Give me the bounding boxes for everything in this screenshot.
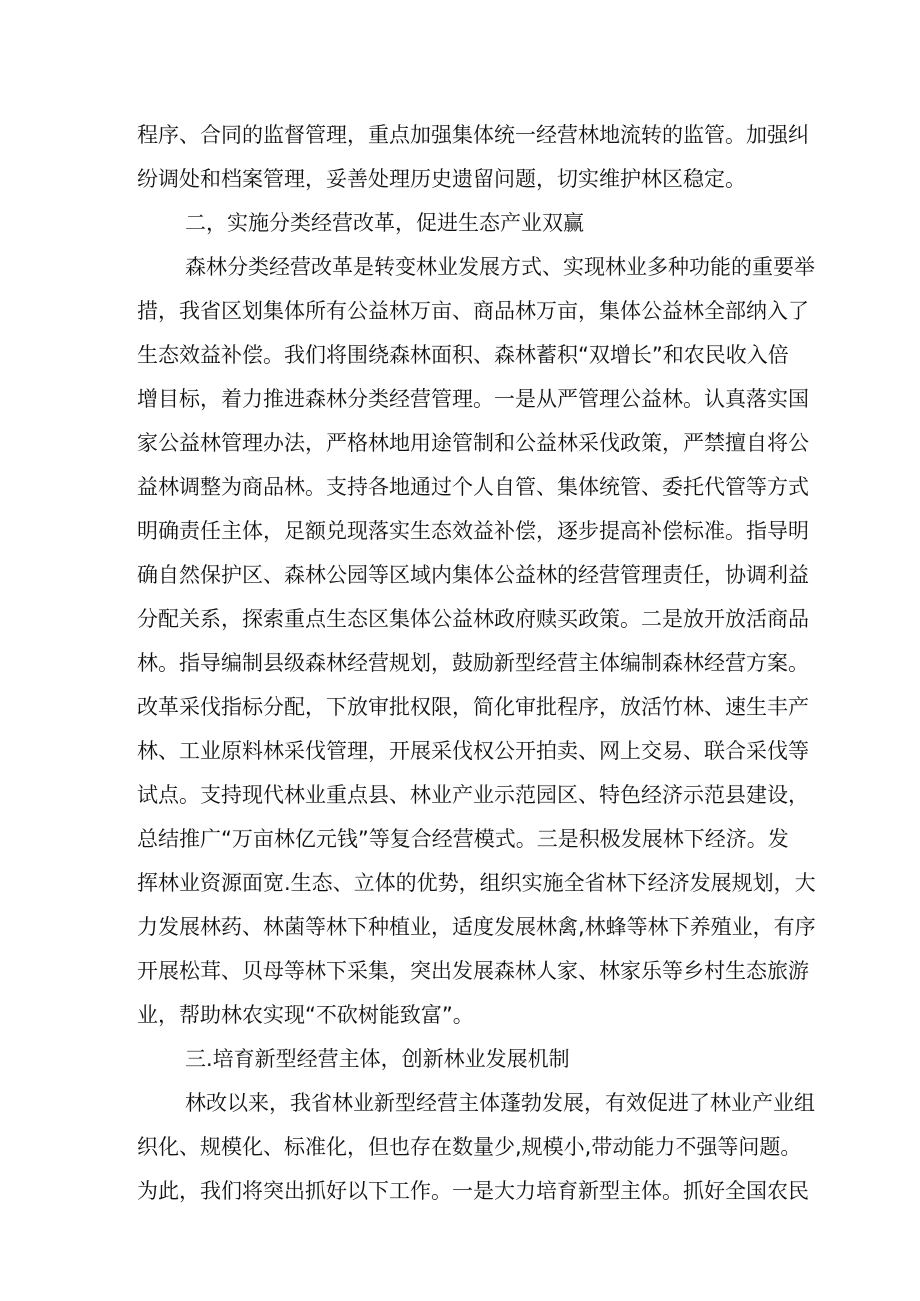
body-line: 益林调整为商品林。支持各地通过个人自管、集体统管、委托代管等方式	[137, 475, 809, 499]
body-line: 改革采伐指标分配，下放审批权限，简化审批程序，放活竹林、速生丰产	[137, 695, 809, 719]
body-line: 确自然保护区、森林公园等区域内集体公益林的经营管理责任，协调利益	[137, 563, 809, 587]
body-line: 增目标，着力推进森林分类经营管理。一是从严管理公益林。认真落实国	[137, 387, 809, 411]
paragraph-first-line: 林改以来，我省林业新型经营主体蓬勃发展，有效促进了林业产业组	[185, 1091, 815, 1115]
body-line: 措，我省区划集体所有公益林万亩、商品林万亩，集体公益林全部纳入了	[137, 299, 809, 323]
body-line: 总结推广“万亩林亿元钱”等复合经营模式。三是积极发展林下经济。发	[137, 827, 789, 851]
body-line: 挥林业资源面宽.生态、立体的优势，组织实施全省林下经济发展规划，大	[137, 871, 816, 895]
body-line: 明确责任主体，足额兑现落实生态效益补偿，逐步提高补偿标准。指导明	[137, 519, 809, 543]
body-line: 力发展林药、林菌等林下种植业，适度发展林禽,林蜂等林下养殖业，有序	[137, 915, 816, 939]
body-line: 业，帮助林农实现“不砍树能致富”。	[137, 1003, 474, 1027]
body-line: 试点。支持现代林业重点县、林业产业示范园区、特色经济示范县建设，	[137, 783, 809, 807]
body-line: 开展松茸、贝母等林下采集，突出发展森林人家、林家乐等乡村生态旅游	[137, 959, 809, 983]
paragraph-first-line: 森林分类经营改革是转变林业发展方式、实现林业多种功能的重要举	[185, 255, 815, 279]
body-line: 为此，我们将突出抓好以下工作。一是大力培育新型主体。抓好全国农民	[137, 1179, 809, 1203]
section-heading-2: 二，实施分类经营改革，促进生态产业双赢	[185, 211, 584, 235]
body-line: 分配关系，探索重点生态区集体公益林政府赎买政策。二是放开放活商品	[137, 607, 809, 631]
body-line: 纷调处和档案管理，妥善处理历史遗留问题，切实维护林区稳定。	[137, 167, 746, 191]
body-line: 程序、合同的监督管理，重点加强集体统一经营林地流转的监管。加强纠	[137, 123, 809, 147]
body-line: 林、工业原料林采伐管理，开展采伐权公开拍卖、网上交易、联合采伐等	[137, 739, 809, 763]
body-line: 家公益林管理办法，严格林地用途管制和公益林采伐政策，严禁擅自将公	[137, 431, 809, 455]
body-line: 生态效益补偿。我们将围绕森林面积、森林蓄积“双增长”和农民收入倍	[137, 343, 789, 367]
section-heading-3: 三.培育新型经营主体，创新林业发展机制	[185, 1047, 570, 1071]
body-line: 林。指导编制县级森林经营规划，鼓励新型经营主体编制森林经营方案。	[137, 651, 809, 675]
body-line: 织化、规模化、标准化，但也存在数量少,规模小,带动能力不强等问题。	[137, 1135, 802, 1159]
